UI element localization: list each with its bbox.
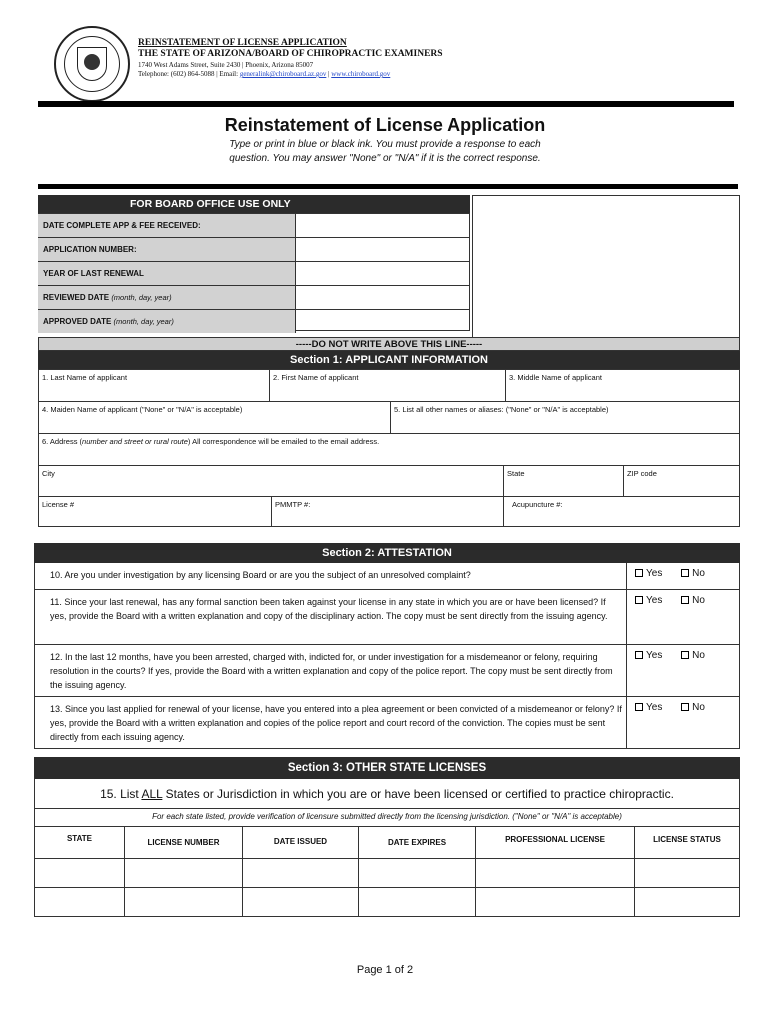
email-link[interactable]: generalink@chiroboard.az.gov (239, 70, 327, 78)
header-contact (138, 70, 390, 78)
col-state: STATE (35, 827, 125, 858)
other-names-field[interactable]: 5. List all other names or aliases: ("None" or "N/A" is acceptable) (391, 402, 739, 434)
office-row-date-received (38, 213, 470, 237)
website-link[interactable]: www.chiroboard.gov (331, 70, 391, 78)
col-license-number: LICENSE NUMBER (125, 827, 243, 858)
page-number: Page 1 of 2 (356, 964, 414, 976)
state-field[interactable]: State (504, 466, 624, 497)
question-13-text: 13. Since you last applied for renewal of your license, have you entered into a plea agreement or been convicted of a misdemeanor or felony? If yes, provide the Board with a written explanation and copies of the police report and court record of the conviction. The copies must be sent directly from each issuing agency. (35, 697, 627, 748)
yes-label: Yes (646, 595, 663, 606)
office-row-field[interactable] (295, 310, 470, 333)
section3-prompt: 15. List ALL States or Jurisdiction in which you are or have been licensed or certified to practice chiropractic. (34, 779, 740, 809)
city-field[interactable]: City (39, 466, 504, 497)
yes-checkbox[interactable] (635, 569, 643, 577)
no-label: No (692, 650, 705, 661)
pmmtp-field[interactable]: PMMTP #: (272, 497, 504, 526)
zip-field[interactable]: ZIP code (624, 466, 739, 497)
yes-checkbox[interactable] (635, 596, 643, 604)
yes-checkbox[interactable] (635, 651, 643, 659)
question-12-answers (635, 650, 705, 661)
last-name-field[interactable]: 1. Last Name of applicant (39, 370, 270, 402)
instruction-line-1: Type or print in blue or black ink. You must provide a response to each (229, 139, 541, 150)
question-11-answers (635, 595, 705, 606)
office-stamp-box (472, 195, 740, 340)
question-12-row (34, 645, 740, 697)
section1-heading: Section 1: APPLICANT INFORMATION (38, 351, 740, 369)
yes-label: Yes (646, 568, 663, 579)
question-11-text: 11. Since your last renewal, has any formal sanction been taken against your license in any state in which you are or have been licensed? If yes, provide the Board with a written explanation and copy of the disciplinary action. The copy must be sent directly from the issuing agency. (35, 590, 627, 644)
office-row-label: APPROVED DATE (month, day, year) (38, 310, 295, 333)
section2-heading: Section 2: ATTESTATION (34, 543, 740, 563)
office-row-approved-date (38, 309, 470, 333)
col-license-status: LICENSE STATUS (653, 835, 721, 844)
office-row-field[interactable] (295, 238, 470, 261)
office-row-reviewed-date (38, 285, 470, 309)
no-checkbox[interactable] (681, 569, 689, 577)
first-name-field[interactable]: 2. First Name of applicant (270, 370, 506, 402)
office-row-field[interactable] (295, 286, 470, 309)
no-checkbox[interactable] (681, 596, 689, 604)
question-10-row (34, 563, 740, 590)
question-10-text: 10. Are you under investigation by any licensing Board or are you the subject of an unresolved complaint? (35, 563, 627, 589)
question-10-answers (635, 568, 705, 579)
table-cell[interactable] (476, 858, 635, 916)
state-seal-logo (54, 26, 130, 102)
question-12-text: 12. In the last 12 months, have you been arrested, charged with, indicted for, or under investigation for a misdemeanor or felony, requiring resolution in the courts? If yes, provide the Board with a written explanation and copy of the police report. The copy must be sent directly from the issuing agency. (35, 645, 627, 696)
section3-note: For each state listed, provide verification of licensure submitted directly from the licensing jurisdiction. ("None" or "N/A" is acceptable) (34, 809, 740, 827)
header-address: 1740 West Adams Street, Suite 2430 | Phoenix, Arizona 85007 (138, 61, 314, 69)
question-13-row (34, 697, 740, 749)
applicant-info-grid (38, 369, 740, 527)
maiden-name-field[interactable]: 4. Maiden Name of applicant ("None" or "N/A" is acceptable) (39, 402, 391, 434)
no-label: No (692, 568, 705, 579)
header-title: REINSTATEMENT OF LICENSE APPLICATION (138, 38, 347, 48)
yes-label: Yes (646, 702, 663, 713)
table-cell[interactable] (243, 858, 359, 916)
office-row-label: YEAR OF LAST RENEWAL (38, 262, 295, 285)
table-cell[interactable] (125, 858, 243, 916)
document-title: Reinstatement of License Application (224, 115, 546, 135)
section-divider (38, 184, 738, 189)
table-cell[interactable] (35, 858, 125, 916)
instruction-line-2: question. You may answer "None" or "N/A" if it is the correct response. (229, 153, 541, 164)
license-number-field[interactable]: License # (39, 497, 272, 526)
no-label: No (692, 595, 705, 606)
other-licenses-table (34, 826, 740, 917)
yes-label: Yes (646, 650, 663, 661)
no-checkbox[interactable] (681, 703, 689, 711)
office-row-field[interactable] (295, 214, 470, 237)
office-row-label: DATE COMPLETE APP & FEE RECEIVED: (38, 214, 295, 237)
office-row-field[interactable] (295, 262, 470, 285)
office-use-heading: FOR BOARD OFFICE USE ONLY (38, 195, 470, 213)
header-divider (38, 101, 734, 107)
acupuncture-field[interactable]: Acupuncture #: (512, 500, 563, 509)
contact-separator: | (326, 70, 332, 78)
table-cell[interactable] (359, 858, 476, 916)
do-not-write-line: -----DO NOT WRITE ABOVE THIS LINE----- (38, 337, 740, 351)
office-row-application-number (38, 237, 470, 261)
no-checkbox[interactable] (681, 651, 689, 659)
section3-heading: Section 3: OTHER STATE LICENSES (34, 757, 740, 779)
col-date-expires: DATE EXPIRES (359, 827, 476, 858)
middle-name-field[interactable]: 3. Middle Name of applicant (506, 370, 739, 402)
contact-phone: Telephone: (602) 864-5088 | Email: (138, 70, 240, 78)
office-row-last-renewal (38, 261, 470, 285)
question-11-row (34, 590, 740, 645)
header-board-name: THE STATE OF ARIZONA/BOARD OF CHIROPRACTIC EXAMINERS (138, 49, 443, 59)
yes-checkbox[interactable] (635, 703, 643, 711)
office-row-label: REVIEWED DATE (month, day, year) (38, 286, 295, 309)
col-professional-license: PROFESSIONAL LICENSE (476, 827, 635, 858)
no-label: No (692, 702, 705, 713)
office-row-label: APPLICATION NUMBER: (38, 238, 295, 261)
col-date-issued: DATE ISSUED (243, 827, 359, 858)
address-field[interactable]: 6. Address (number and street or rural route) All correspondence will be emailed to the email address. (39, 434, 739, 466)
question-13-answers (635, 702, 705, 713)
